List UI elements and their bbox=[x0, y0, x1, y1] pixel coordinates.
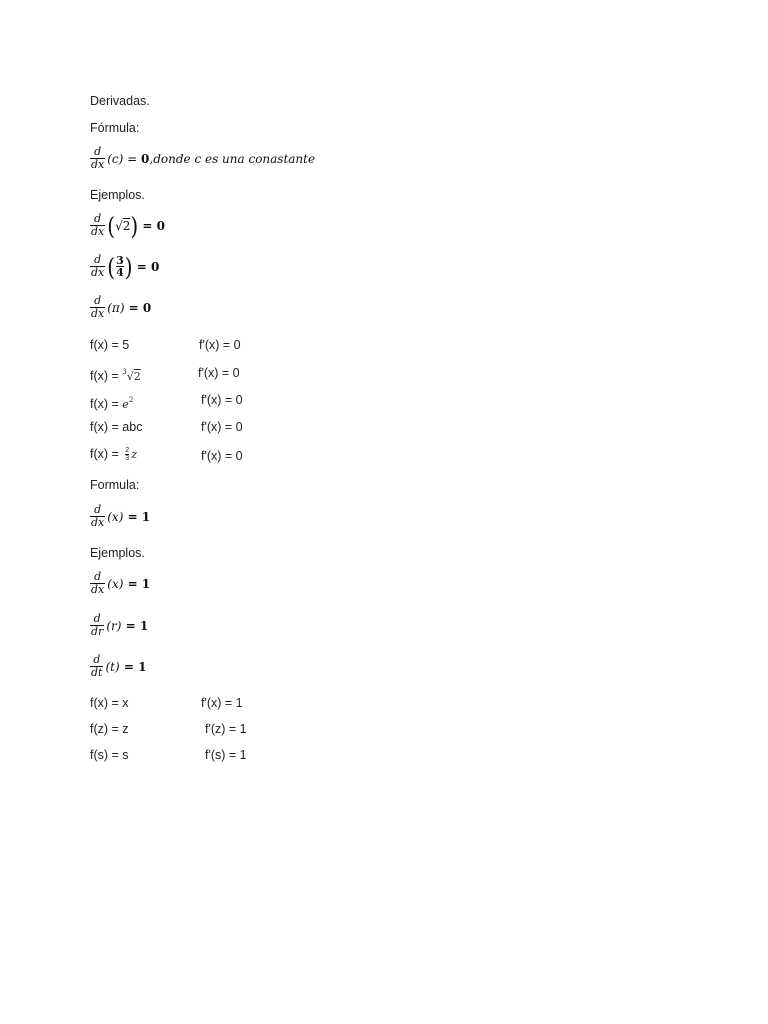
example-pi bbox=[90, 295, 151, 320]
function-z: f(z) = z bbox=[90, 722, 129, 736]
result-one: = 1 bbox=[123, 509, 151, 524]
fraction-three-quarters bbox=[116, 255, 124, 278]
result-one: = 1 bbox=[123, 576, 151, 591]
derivative-result: 0 bbox=[141, 151, 150, 166]
fraction-numerator: 3 bbox=[116, 254, 124, 267]
derivative-numerator: d bbox=[94, 212, 102, 225]
close-paren: ) bbox=[130, 211, 139, 240]
derivative-denominator: dx bbox=[91, 583, 105, 596]
derivative-argument: (x) bbox=[107, 509, 124, 524]
formula-label: Fórmula: bbox=[90, 121, 140, 135]
derivative-denominator: dx bbox=[91, 516, 105, 529]
formula-note: ,donde c es una conastante bbox=[149, 151, 316, 166]
derivative-constant-5: f'(x) = 0 bbox=[199, 338, 241, 352]
formula-derivative-x bbox=[90, 504, 150, 529]
example-sqrt2 bbox=[90, 213, 165, 238]
cube-root-expression bbox=[122, 370, 140, 383]
base-e: e bbox=[122, 398, 129, 411]
derivative-denominator: dx bbox=[91, 225, 105, 238]
fraction-numerator: 2 bbox=[125, 447, 130, 455]
function-abc: f(x) = abc bbox=[90, 420, 143, 434]
document-heading: Derivadas. bbox=[90, 94, 150, 108]
derivative-s: f'(s) = 1 bbox=[205, 748, 247, 762]
derivative-operator bbox=[90, 504, 105, 529]
examples-label: Ejemplos. bbox=[90, 188, 145, 202]
example-dr-r bbox=[90, 613, 148, 638]
example-dt-t bbox=[90, 654, 146, 679]
derivative-argument: (π) bbox=[107, 300, 125, 315]
root-symbol: √ bbox=[126, 370, 134, 383]
function-two-thirds-z bbox=[90, 447, 137, 462]
derivative-cuberoot-2: f'(x) = 0 bbox=[198, 366, 240, 380]
derivative-numerator: d bbox=[94, 503, 102, 516]
examples2-label: Ejemplos. bbox=[90, 546, 145, 560]
derivative-denominator: dt bbox=[91, 666, 103, 679]
function-x: f(x) = x bbox=[90, 696, 129, 710]
derivative-operator bbox=[90, 654, 103, 679]
derivative-abc: f'(x) = 0 bbox=[201, 420, 243, 434]
derivative-operator bbox=[90, 295, 105, 320]
derivative-operator bbox=[90, 613, 104, 638]
derivative-x: f'(x) = 1 bbox=[201, 696, 243, 710]
function-e-squared bbox=[90, 393, 133, 412]
derivative-numerator: d bbox=[93, 612, 101, 625]
result-zero: = 0 bbox=[132, 259, 160, 274]
example-three-quarters bbox=[90, 254, 159, 279]
root-index: 3 bbox=[122, 368, 127, 376]
sqrt-expression bbox=[115, 219, 130, 233]
function-prefix: f(x) = bbox=[90, 447, 123, 461]
function-constant-5: f(x) = 5 bbox=[90, 338, 130, 352]
derivative-two-thirds-z: f'(x) = 0 bbox=[201, 449, 243, 463]
derivative-operator bbox=[90, 254, 105, 279]
function-prefix: f(x) = bbox=[90, 397, 123, 411]
derivative-denominator: dx bbox=[91, 307, 105, 320]
derivative-denominator: dx bbox=[91, 266, 105, 279]
function-prefix: f(x) = bbox=[90, 369, 123, 383]
derivative-argument: (x) bbox=[107, 576, 124, 591]
sqrt-radicand: 2 bbox=[122, 218, 131, 233]
derivative-argument: (c) bbox=[107, 151, 124, 166]
sqrt-symbol: √ bbox=[115, 218, 123, 233]
open-paren: ( bbox=[107, 211, 116, 240]
equals-sign: = bbox=[123, 151, 142, 166]
close-paren: ) bbox=[124, 252, 133, 281]
result-one: = 1 bbox=[121, 618, 149, 633]
function-cuberoot-2 bbox=[90, 365, 141, 384]
derivative-operator bbox=[90, 213, 105, 238]
derivative-numerator: d bbox=[94, 145, 102, 158]
derivative-numerator: d bbox=[94, 570, 102, 583]
result-zero: = 0 bbox=[124, 300, 152, 315]
result-zero: = 0 bbox=[138, 218, 165, 233]
derivative-z: f'(z) = 1 bbox=[205, 722, 247, 736]
exponent: 2 bbox=[128, 396, 134, 404]
formula2-label: Formula: bbox=[90, 478, 140, 492]
derivative-argument: (r) bbox=[106, 618, 122, 633]
derivative-operator bbox=[90, 146, 105, 171]
derivative-numerator: d bbox=[94, 253, 102, 266]
fraction-denominator: 4 bbox=[116, 266, 124, 279]
variable-z: z bbox=[131, 448, 137, 461]
derivative-denominator: dr bbox=[91, 625, 104, 638]
derivative-argument: (t) bbox=[105, 659, 120, 674]
derivative-denominator: dx bbox=[91, 158, 105, 171]
example-dx-x bbox=[90, 571, 150, 596]
derivative-e-squared: f'(x) = 0 bbox=[201, 393, 243, 407]
function-s: f(s) = s bbox=[90, 748, 129, 762]
result-one: = 1 bbox=[119, 659, 147, 674]
formula-derivative-constant bbox=[90, 146, 315, 171]
derivative-numerator: d bbox=[94, 294, 102, 307]
derivative-operator bbox=[90, 571, 105, 596]
open-paren: ( bbox=[107, 252, 116, 281]
fraction-denominator: 3 bbox=[125, 455, 130, 463]
derivative-numerator: d bbox=[93, 653, 101, 666]
root-radicand: 2 bbox=[133, 370, 141, 383]
fraction-two-thirds bbox=[125, 447, 129, 462]
